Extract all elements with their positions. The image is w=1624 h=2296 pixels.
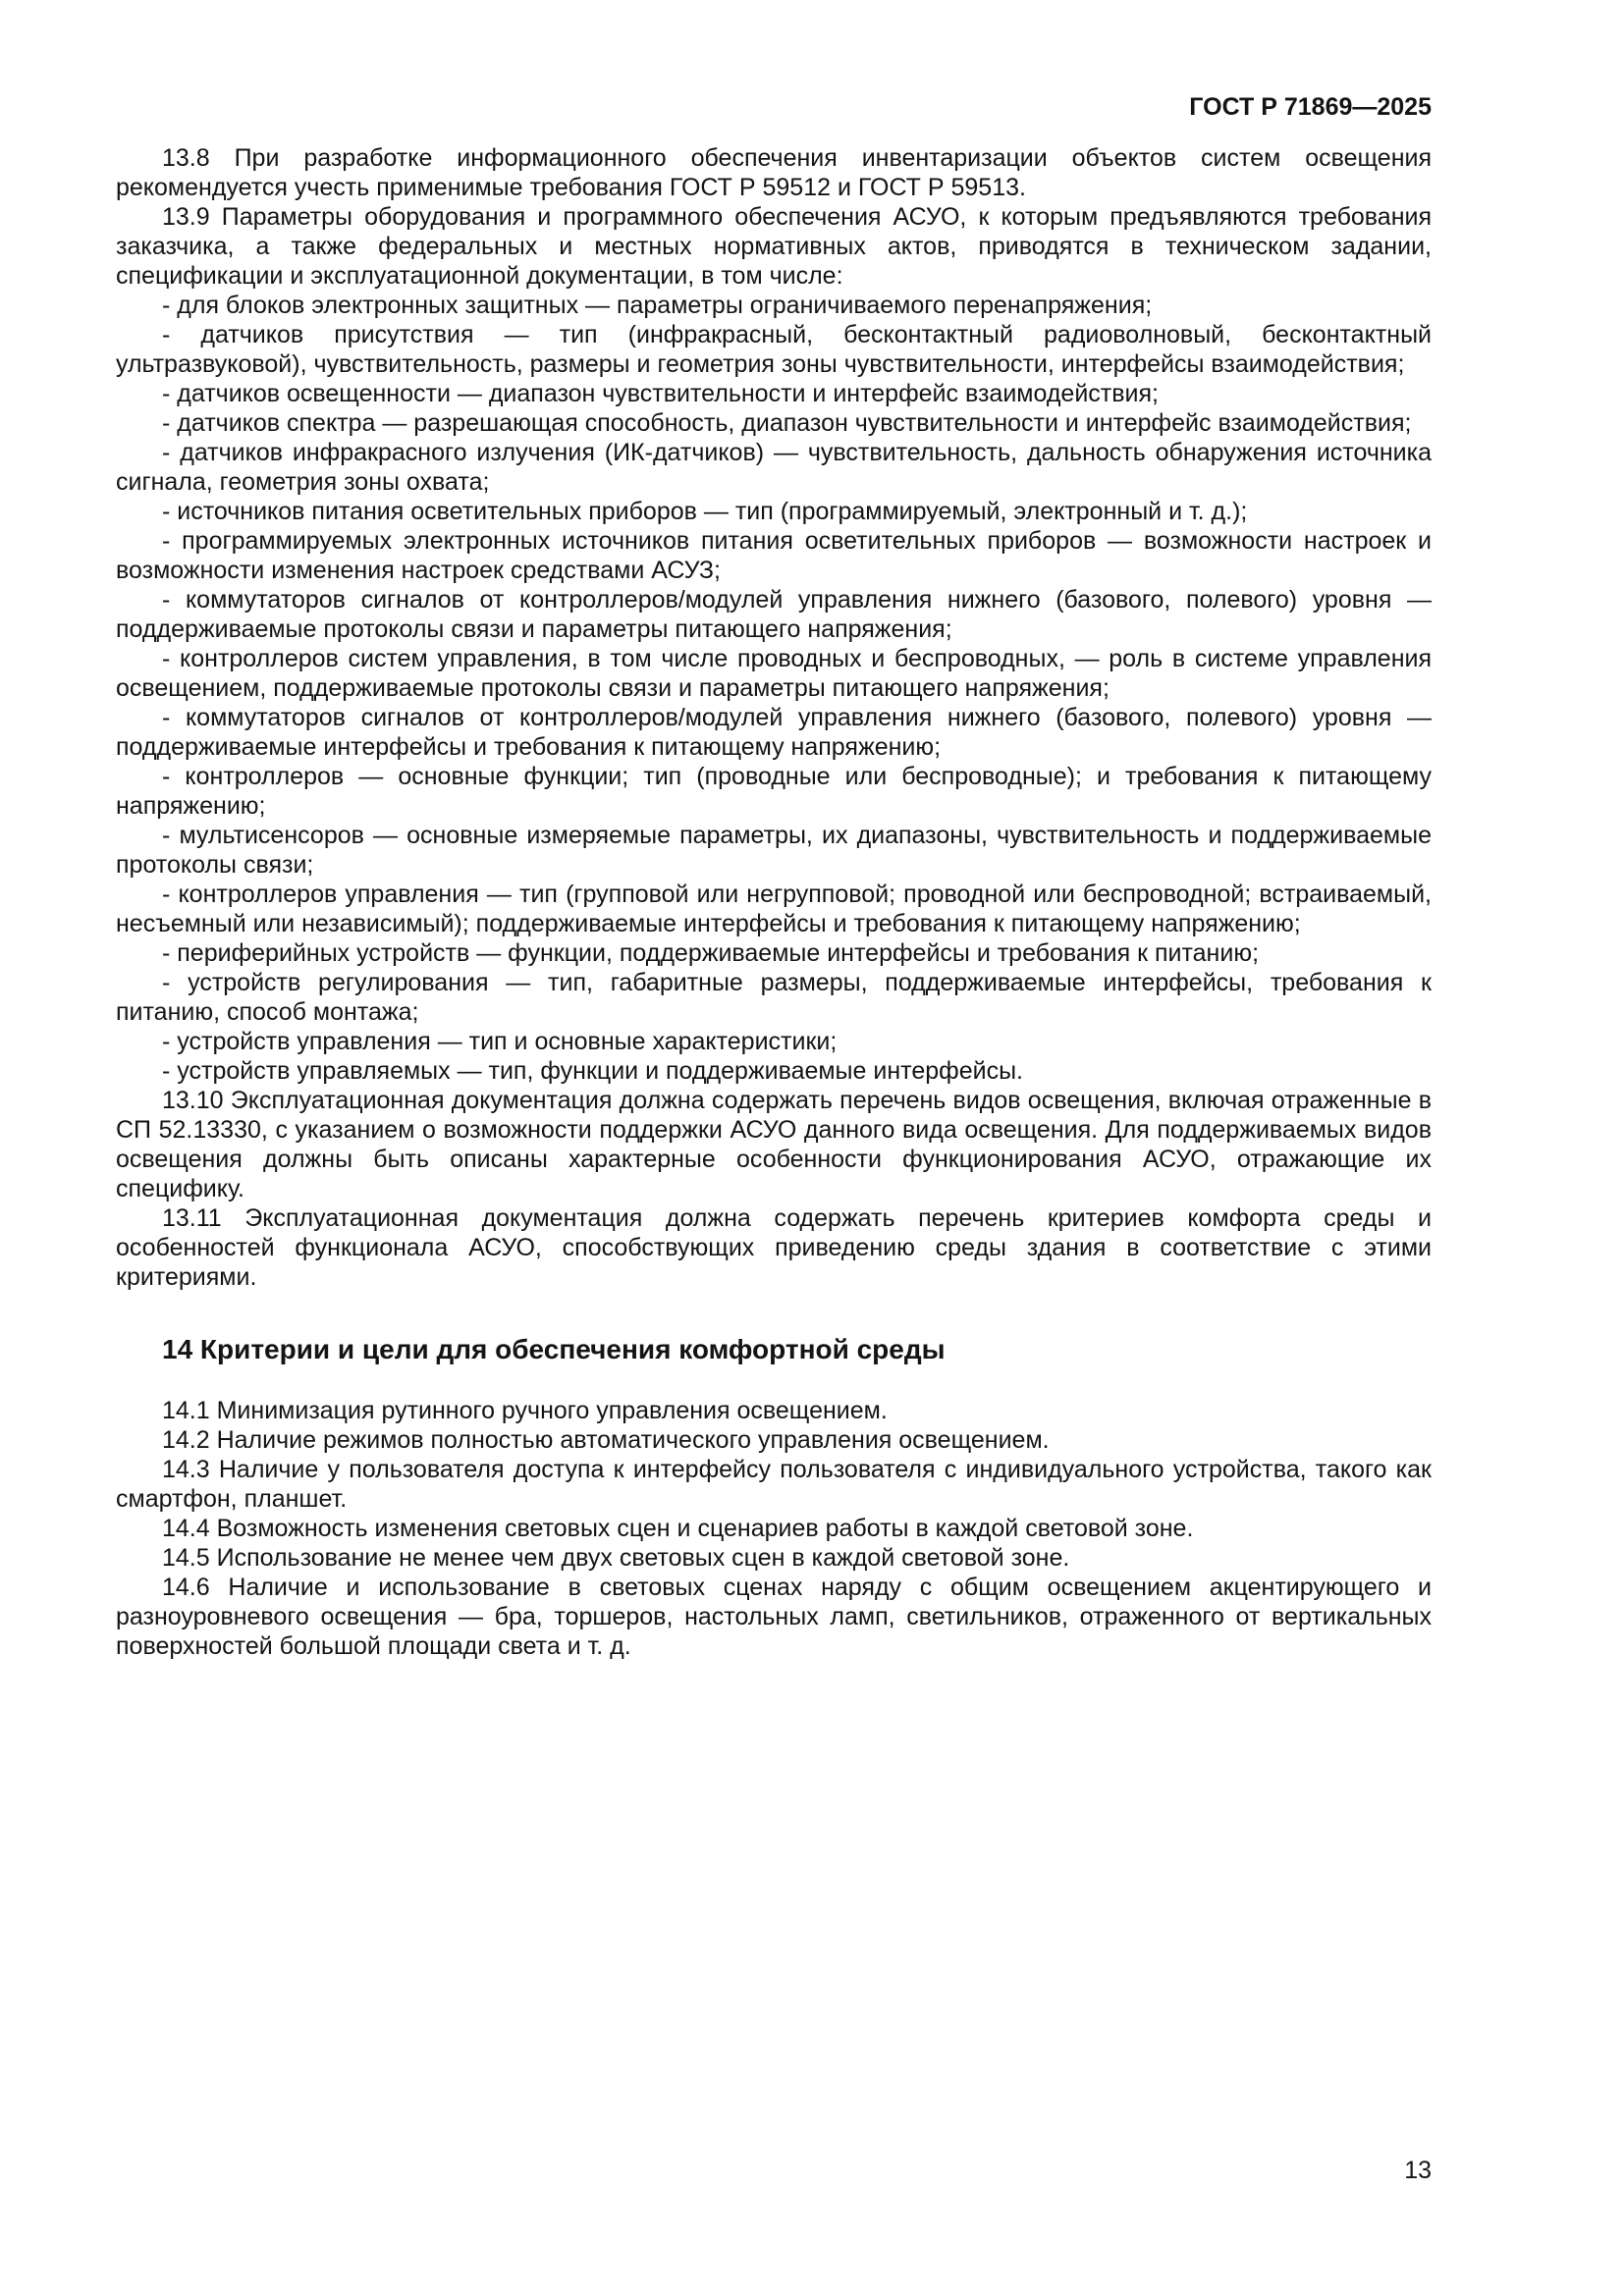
paragraph: 14.6 Наличие и использование в световых сценах наряду с общим освещением акцентирующего и разноуровневого освещения — бра, торшеров, настольных ламп, светильников, отраженного от вертикальных поверхностей большой площади света и т. д. [116, 1574, 1432, 1660]
paragraph: - периферийных устройств — функции, поддерживаемые интерфейсы и требования к питанию; [162, 939, 1260, 967]
page-number: 13 [1404, 2157, 1432, 2184]
paragraph: - коммутаторов сигналов от контроллеров/модулей управления нижнего (базового, полевого) уровня — поддерживаемые протоколы связи и параметры питающего напряжения; [116, 586, 1432, 643]
paragraph: 14.1 Минимизация рутинного ручного управления освещением. [162, 1397, 888, 1424]
paragraph: - устройств управления — тип и основные характеристики; [162, 1028, 838, 1055]
paragraph: 13.10 Эксплуатационная документация должна содержать перечень видов освещения, включая отраженные в СП 52.13330, с указанием о возможности поддержки АСУО данного вида освещения. Для поддерживаемых видов освещения должны быть описаны характерные особенности функционирования АСУО, отражающие их специфику. [116, 1087, 1432, 1202]
paragraph: - датчиков инфракрасного излучения (ИК-датчиков) — чувствительность, дальность обнаружения источника сигнала, геометрия зоны охвата; [116, 439, 1432, 496]
paragraph: - коммутаторов сигналов от контроллеров/модулей управления нижнего (базового, полевого) уровня — поддерживаемые интерфейсы и требования к питающему напряжению; [116, 704, 1432, 761]
paragraph: 14.4 Возможность изменения световых сцен и сценариев работы в каждой световой зоне. [162, 1515, 1194, 1542]
paragraph: - устройств управляемых — тип, функции и поддерживаемые интерфейсы. [162, 1057, 1023, 1085]
paragraph: - мультисенсоров — основные измеряемые параметры, их диапазоны, чувствительность и поддерживаемые протоколы связи; [116, 822, 1432, 879]
paragraph: - источников питания осветительных приборов — тип (программируемый, электронный и т. д.); [162, 498, 1248, 525]
paragraph: - датчиков спектра — разрешающая способность, диапазон чувствительности и интерфейс взаимодействия; [162, 409, 1412, 437]
paragraph: 13.8 При разработке информационного обеспечения инвентаризации объектов систем освещения рекомендуется учесть применимые требования ГОСТ Р 59512 и ГОСТ Р 59513. [116, 144, 1432, 201]
document-body [116, 143, 1432, 1661]
paragraph: 13.9 Параметры оборудования и программного обеспечения АСУО, к которым предъявляются требования заказчика, а также федеральных и местных нормативных актов, приводятся в техническом задании, спецификации и эксплуатационной документации, в том числе: [116, 203, 1432, 290]
paragraph: - программируемых электронных источников питания осветительных приборов — возможности настроек и возможности изменения настроек средствами АСУЗ; [116, 527, 1432, 584]
paragraph: - датчиков присутствия — тип (инфракрасный, бесконтактный радиоволновый, бесконтактный ультразвуковой), чувствительность, размеры и геометрия зоны чувствительности, интерфейсы взаимодействия; [116, 321, 1432, 378]
paragraph: - контроллеров — основные функции; тип (проводные или беспроводные); и требования к питающему напряжению; [116, 763, 1432, 820]
paragraph: - контроллеров систем управления, в том числе проводных и беспроводных, — роль в системе управления освещением, поддерживаемые протоколы связи и параметры питающего напряжения; [116, 645, 1432, 702]
paragraph: 13.11 Эксплуатационная документация должна содержать перечень критериев комфорта среды и особенностей функционала АСУО, способствующих приведению среды здания в соответствие с этими критериями. [116, 1204, 1432, 1291]
document-number-header: ГОСТ Р 71869—2025 [1189, 93, 1432, 121]
paragraph: 14.2 Наличие режимов полностью автоматического управления освещением. [162, 1426, 1050, 1454]
paragraph: 14.3 Наличие у пользователя доступа к интерфейсу пользователя с индивидуального устройства, такого как смартфон, планшет. [116, 1456, 1432, 1513]
paragraph: - датчиков освещенности — диапазон чувствительности и интерфейс взаимодействия; [162, 380, 1159, 407]
section-heading: 14 Критерии и цели для обеспечения комфортной среды [162, 1334, 946, 1364]
paragraph: - контроллеров управления — тип (групповой или негрупповой; проводной или беспроводной; встраиваемый, несъемный или независимый); поддерживаемые интерфейсы и требования к питающему напряжению; [116, 881, 1432, 937]
paragraph: 14.5 Использование не менее чем двух световых сцен в каждой световой зоне. [162, 1544, 1070, 1572]
paragraph: - устройств регулирования — тип, габаритные размеры, поддерживаемые интерфейсы, требования к питанию, способ монтажа; [116, 969, 1432, 1026]
paragraph: - для блоков электронных защитных — параметры ограничиваемого перенапряжения; [162, 292, 1153, 319]
